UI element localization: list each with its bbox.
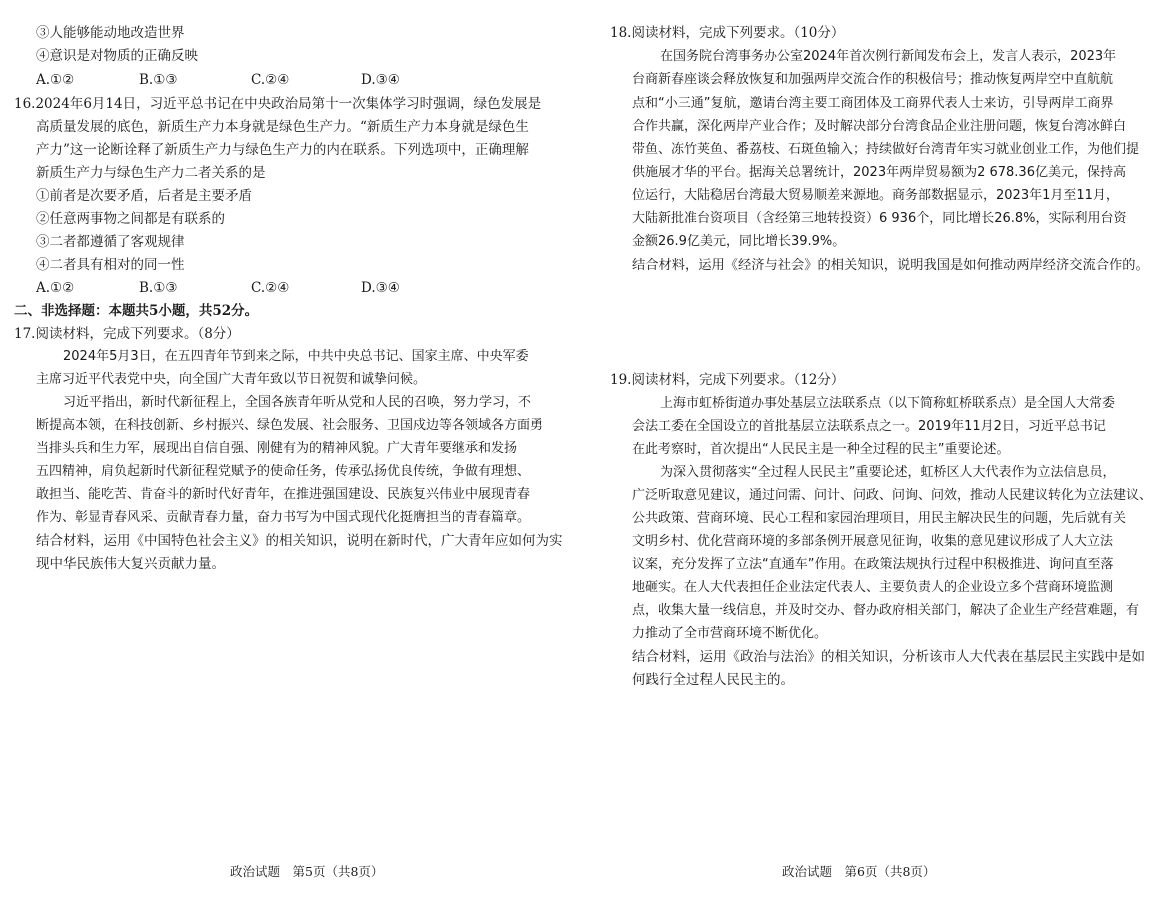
q18-material-line: 供施展才华的平台。据海关总署统计，2023年两岸贸易额为2 678.36亿美元，保持高 [632,165,1126,180]
q19-material-line: 地砸实。在人大代表担任企业法定代表人、主要负责人的企业设立多个营商环境监测 [632,580,1114,595]
page-footer: 政治试题 第5页（共8页） [230,864,384,879]
q18-material-line: 位运行，大陆稳居台湾最大贸易顺差来源地。商务部数据显示，2023年1月至11月， [632,188,1119,203]
q16-option-c: C.②④ [251,280,290,296]
q15-option-a: A.①② [36,72,75,88]
q19-material-line: 力推动了全市营商环境不断优化。 [632,626,828,641]
q15-item-3: ③人能够能动地改造世界 [36,25,185,41]
q19-material-line: 公共政策、营商环境、民心工程和家园治理项目，用民主解决民生的问题，先后就有关 [632,511,1127,526]
q16-item-1: ①前者是次要矛盾，后者是主要矛盾 [36,188,252,204]
q19-material-line: 会法工委在全国设立的首批基层立法联系点之一。2019年11月2日，习近平总书记 [632,419,1106,434]
q16-stem-line: 高质量发展的底色，新质生产力本身就是绿色生产力。“新质生产力本身就是绿色生 [36,119,529,135]
q18-material-line: 金额26.9亿美元，同比增长39.9%。 [632,234,846,249]
q19-material-line: 为深入贯彻落实“全过程人民民主”重要论述，虹桥区人大代表作为立法信息员， [660,465,1116,480]
q19-material-line: 点，收集大量一线信息，并及时交办、督办政府相关部门，解决了企业生产经营难题，有 [632,603,1140,618]
q17-header: 17.阅读材料，完成下列要求。（8分） [14,326,240,342]
q17-material-line: 作为、彰显青春风采、贡献青春力量，奋力书写为中国式现代化挺膺担当的青春篇章。 [36,510,531,525]
q18-material-line: 在国务院台湾事务办公室2024年首次例行新闻发布会上，发言人表示，2023年 [660,49,1117,64]
q15-option-d: D.③④ [361,72,400,88]
q18-material-line: 点和“小三通”复航，邀请台湾主要工商团体及工商界代表人士来访，引导两岸工商界 [632,96,1114,111]
q19-header: 19.阅读材料，完成下列要求。（12分） [610,372,845,388]
q19-material-line: 在此考察时，首次提出“人民民主是一种全过程的民主”重要论述。 [632,442,1010,457]
q16-option-d: D.③④ [361,280,400,296]
q18-task: 结合材料，运用《经济与社会》的相关知识，说明我国是如何推动两岸经济交流合作的。 [632,258,1149,273]
q18-material-line: 大陆新批准台资项目（含经第三地转投资）6 936个，同比增长26.8%，实际利用台资 [632,211,1127,226]
q18-material-line: 合作共赢，深化两岸产业合作；及时解决部分台湾食品企业注册问题，恢复台湾冰鲜白 [632,119,1127,134]
q16-option-b: B.①③ [139,280,178,296]
q19-task: 结合材料，运用《政治与法治》的相关知识，分析该市人大代表在基层民主实践中是如 [632,649,1145,665]
q16-option-a: A.①② [36,280,75,296]
q15-item-4: ④意识是对物质的正确反映 [36,48,198,64]
q17-task: 结合材料，运用《中国特色社会主义》的相关知识，说明在新时代，广大青年应如何为实 [36,533,563,549]
q17-material-line: 当排头兵和生力军，展现出自信自强、刚健有为的精神风貌。广大青年要继承和发扬 [36,441,518,456]
q17-material-line: 主席习近平代表党中央，向全国广大青年致以节日祝贺和诚挚问候。 [36,372,427,387]
q15-option-b: B.①③ [139,72,178,88]
q16-item-3: ③二者都遵循了客观规律 [36,234,185,250]
q19-material-line: 议案，充分发挥了立法“直通车”作用。在政策法规执行过程中积极推进、询问直至落 [632,557,1114,572]
q19-material-line: 广泛听取意见建议，通过问需、问计、问政、问询、问效，推动人民建议转化为立法建议、 [632,488,1153,503]
q16-stem-line: 产力”这一论断诠释了新质生产力与绿色生产力的内在联系。下列选项中，正确理解 [36,142,529,158]
q16-item-4: ④二者具有相对的同一性 [36,257,185,273]
q19-material-line: 文明乡村、优化营商环境的多部条例开展意见征询，收集的意见建议形成了人大立法 [632,534,1114,549]
right-page [582,0,1163,900]
q17-material-line: 五四精神，肩负起新时代新征程党赋予的使命任务，传承弘扬优良传统，争做有理想、 [36,464,531,479]
page-footer: 政治试题 第6页（共8页） [782,864,936,879]
q19-material-line: 上海市虹桥街道办事处基层立法联系点（以下简称虹桥联系点）是全国人大常委 [660,396,1116,411]
q17-material-line: 2024年5月3日，在五四青年节到来之际，中共中央总书记、国家主席、中央军委 [63,349,529,364]
q18-material-line: 台商新春座谈会释放恢复和加强两岸交流合作的积极信号；推动恢复两岸空中直航航 [632,72,1114,87]
q16-item-2: ②任意两事物之间都是有联系的 [36,211,225,227]
left-page [0,0,580,900]
q17-material-line: 习近平指出，新时代新征程上，全国各族青年听从党和人民的召唤，努力学习，不 [63,395,532,410]
q15-options [36,69,400,91]
q15-option-c: C.②④ [251,72,290,88]
q17-task: 现中华民族伟大复兴贡献力量。 [36,556,225,572]
q18-header: 18.阅读材料，完成下列要求。（10分） [610,25,845,41]
q19-task: 何践行全过程人民民主的。 [632,672,794,688]
q16-stem-line: 新质生产力与绿色生产力二者关系的是 [36,165,266,181]
q16-options [36,277,400,299]
q17-material-line: 断提高本领，在科技创新、乡村振兴、绿色发展、社会服务、卫国戍边等各领域各方面勇 [36,418,544,433]
q16-stem-line: 16.2024年6月14日，习近平总书记在中央政治局第十一次集体学习时强调，绿色发展是 [14,96,542,112]
q18-material-line: 带鱼、冻竹荚鱼、番荔枝、石斑鱼输入；持续做好台湾青年实习就业创业工作，为他们提 [632,142,1140,157]
q17-material-line: 敢担当、能吃苦、肯奋斗的新时代好青年，在推进强国建设、民族复兴伟业中展现青春 [36,487,531,502]
section-2-title: 二、非选择题：本题共5小题，共52分。 [14,303,259,319]
